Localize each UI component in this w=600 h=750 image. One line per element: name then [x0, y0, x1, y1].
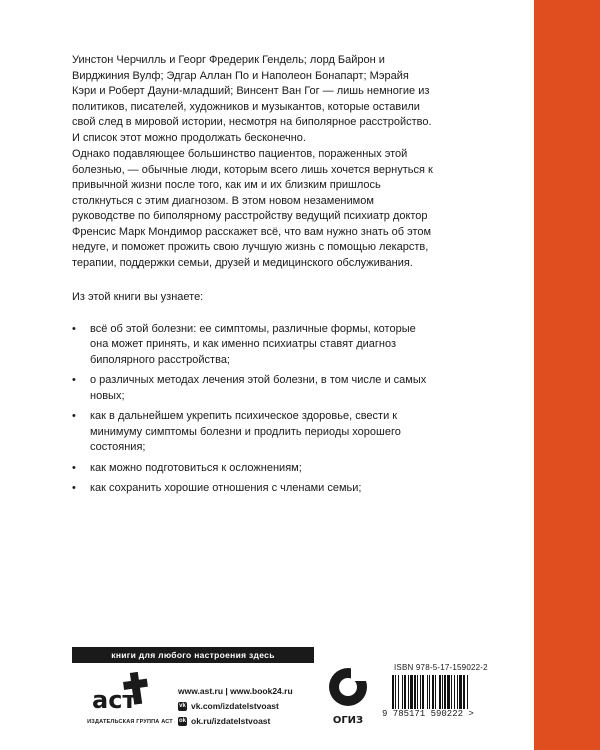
list-item: • как в дальнейшем укрепить психическое здоровье, свести к минимуму симптомы болезни и продлить периоды хорошего состояния; — [72, 410, 401, 453]
list-item: • как сохранить хорошие отношения с членами семьи; — [72, 481, 434, 497]
publisher-links — [178, 684, 293, 729]
slogan-banner: книги для любого настроения здесь — [72, 647, 314, 663]
learn-heading: Из этой книги вы узнаете: — [72, 291, 204, 303]
svg-text:ОГИЗ: ОГИЗ — [332, 715, 364, 726]
vk-icon: vk — [179, 703, 186, 709]
bullet-icon: • — [72, 322, 76, 335]
paragraph-2: Однако подавляющее большинство пациентов, пораженных этой болезнью, — обычные люди, которым всего лишь хочется вернуться к привычной жизни после того, как им и их близким пришлось столкнуться с этим диагнозом. В этом новом незаменимом руководстве по биполярному расстройству ведущий психиатр доктор Френсис Марк Мондимор расскажет всё, что вам нужно знать об этом недуге, и поможет прожить свою лучшую жизнь с помощью лекарств, терапии, поддержки семьи, друзей и медицинского обслуживания. — [72, 148, 433, 269]
barcode-bars — [382, 675, 512, 709]
ast-logo-icon — [88, 668, 158, 718]
list-item: • всё об этой болезни: ее симптомы, различные формы, которые она может принять, и как именно психиатры ставят диагноз биполярного расстройства; — [72, 322, 416, 366]
back-cover-text — [72, 53, 434, 502]
barcode — [382, 663, 512, 721]
list-item: • о различных методах лечения этой болезни, в том числе и самых новых; — [72, 374, 427, 402]
barcode-digits: 9 785171 590222 > — [382, 709, 474, 719]
accent-stripe — [534, 0, 600, 750]
bullet-icon: • — [72, 482, 76, 494]
bullet-icon: • — [72, 374, 76, 386]
ok-icon: ok — [178, 718, 186, 724]
bullet-list — [72, 322, 434, 497]
ogiz-logo-icon — [325, 663, 371, 733]
list-item: • как можно подготовиться к осложнениям; — [72, 461, 434, 477]
svg-text:аст: аст — [92, 686, 137, 714]
ok-link[interactable]: ok.ru/izdatelstvoast — [191, 716, 271, 726]
bullet-icon: • — [72, 461, 76, 474]
bullet-icon: • — [72, 410, 76, 422]
isbn-number: ISBN 978-5-17-159022-2 — [394, 663, 488, 672]
vk-link[interactable]: vk.com/izdatelstvoast — [191, 701, 279, 711]
website-links[interactable]: www.ast.ru | www.book24.ru — [178, 686, 293, 696]
publisher-name: ИЗДАТЕЛЬСКАЯ ГРУППА АСТ — [87, 719, 173, 725]
paragraph-1: Уинстон Черчилль и Георг Фредерик Гендель; лорд Байрон и Вирджиния Вулф; Эдгар Аллан По и Наполеон Бонапарт; Мэрайя Кэри и Роберт Дауни-младший; Винсент Ван Гог — лишь немногие из политиков, писателей, художников и музыкантов, которые оставили свой след в мировой истории, несмотря на биполярное расстройство. И список этот можно продолжать бесконечно. — [72, 54, 432, 144]
